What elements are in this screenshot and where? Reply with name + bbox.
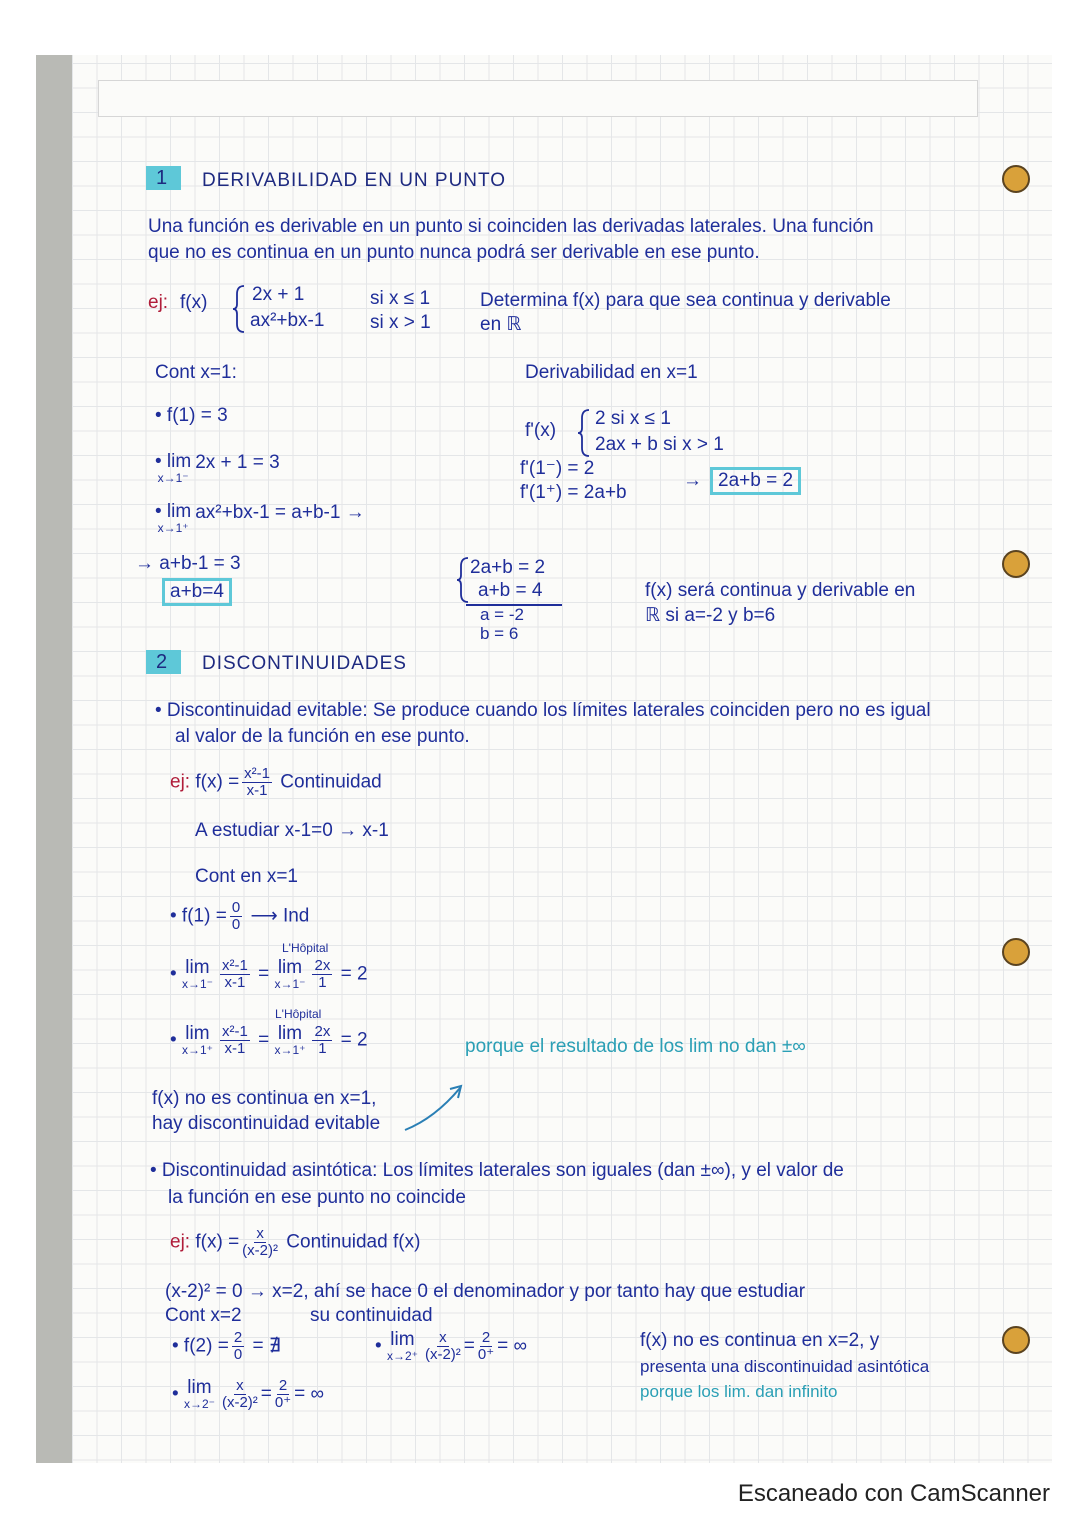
lim-group — [274, 1024, 305, 1057]
fx: f(x) = — [195, 1231, 240, 1253]
lim: lim — [185, 957, 210, 978]
arrow: → — [683, 470, 702, 491]
example-label: ej: — [148, 292, 169, 313]
math-line: f'(1⁻) = 2 — [520, 458, 595, 479]
section-number: 1 — [146, 166, 181, 190]
conclusion: f(x) será continua y derivable en — [645, 580, 916, 601]
math-line: (x-2)² = 0 → x=2, ahí se hace 0 el denominador y por tanto hay que estudiar — [165, 1281, 806, 1302]
lim: • lim — [155, 451, 192, 472]
fraction — [220, 1024, 250, 1057]
math-line — [172, 1330, 281, 1363]
fraction — [232, 1330, 244, 1363]
math-line: su continuidad — [310, 1305, 433, 1326]
numerator: x — [439, 1329, 447, 1346]
definition: al valor de la función en ese punto. — [175, 726, 470, 747]
example-label: ej: — [170, 771, 191, 793]
case-expr: 2x + 1 — [252, 284, 305, 305]
case-expr: ax²+bx-1 — [250, 310, 325, 331]
fraction — [425, 1330, 461, 1363]
lim-sub: x→2⁻ — [183, 1397, 215, 1411]
brace-icon — [577, 408, 591, 458]
math-line: Cont x=2 — [165, 1305, 242, 1326]
expr: • f(2) = — [172, 1335, 229, 1357]
label: Continuidad f(x) — [286, 1231, 421, 1253]
lim-group — [155, 452, 191, 485]
lim-sub: x→1⁻ — [157, 471, 189, 485]
numerator: x²-1 — [221, 957, 248, 974]
lim-sub: x→1⁺ — [157, 521, 189, 535]
lim: lim — [390, 1329, 415, 1350]
case-expr: 2ax + b si x > 1 — [595, 434, 724, 455]
denominator: 0 — [231, 916, 241, 933]
lim-group — [182, 1024, 213, 1057]
fraction — [242, 766, 272, 799]
boxed-result: 2a+b = 2 — [710, 467, 801, 495]
header-box — [98, 80, 978, 117]
math-line: Cont en x=1 — [195, 866, 298, 887]
result: = 2 — [340, 1029, 368, 1051]
annotation: L'Hôpital — [282, 941, 329, 955]
result: = ∞ — [497, 1335, 528, 1357]
system-result: b = 6 — [480, 624, 519, 643]
lim-sub: x→2⁺ — [386, 1349, 418, 1363]
scan-edge — [36, 55, 72, 1463]
paragraph-line: Una función es derivable en un punto si coinciden las derivadas laterales. Una función — [148, 216, 874, 237]
task-text: en ℝ — [480, 314, 522, 335]
expr: ax²+bx-1 = a+b-1 → — [195, 502, 365, 523]
section-title: DISCONTINUIDADES — [202, 653, 407, 674]
fraction — [275, 1378, 291, 1411]
binder-hole — [1002, 550, 1030, 578]
arrow-icon — [400, 1080, 470, 1135]
fx: f(x) = — [195, 771, 240, 793]
math-line: • f(1) = 3 — [155, 405, 228, 426]
definition: • Discontinuidad asintótica: Los límites laterales son iguales (dan ±∞), y el valor de — [150, 1160, 844, 1181]
brace-icon — [232, 284, 246, 334]
math-line: → a+b-1 = 3 — [135, 553, 241, 574]
numerator: x²-1 — [221, 1023, 248, 1040]
cont-title: Cont x=1: — [155, 362, 237, 383]
math-line: f'(1⁺) = 2a+b — [520, 482, 627, 503]
deriv-title: Derivabilidad en x=1 — [525, 362, 698, 383]
numerator: 2 — [278, 1377, 288, 1394]
denominator: 1 — [318, 1040, 327, 1057]
case-cond: si x ≤ 1 — [370, 288, 431, 309]
denominator: x-1 — [224, 974, 246, 991]
expr: = ∄ — [252, 1335, 281, 1357]
math-line — [170, 900, 309, 933]
label: Continuidad — [280, 771, 382, 793]
binder-hole — [1002, 1326, 1030, 1354]
expr: 2x + 1 = 3 — [195, 452, 280, 473]
denominator: 0⁺ — [274, 1394, 292, 1411]
conclusion: ℝ si a=-2 y b=6 — [645, 605, 776, 626]
lim-group — [274, 958, 305, 991]
numerator: 2x — [314, 1023, 331, 1040]
expr: ⟶ Ind — [250, 905, 310, 927]
numerator: x — [256, 1225, 264, 1242]
numerator: x — [236, 1377, 244, 1394]
fraction — [312, 1024, 332, 1057]
numerator: 2 — [481, 1329, 491, 1346]
limit-line: • lim x→1⁺ $\frac{\text{x²-1}}{x-1}$ = lim x→1⁺ $\frac{2x}{1}$ = 2 — [170, 1023, 368, 1057]
scanner-watermark: Escaneado con CamScanner — [737, 1480, 1050, 1507]
math-line: A estudiar x-1=0 → x-1 — [195, 820, 389, 841]
lim-group — [182, 958, 213, 991]
denominator: 0⁺ — [477, 1346, 495, 1363]
lim-group — [155, 502, 191, 535]
paragraph-line: que no es continua en un punto nunca podrá ser derivable en ese punto. — [148, 242, 760, 263]
conclusion: presenta una discontinuidad asintótica — [640, 1357, 930, 1376]
example-line — [170, 1226, 420, 1259]
fraction — [220, 958, 250, 991]
system-eq: 2a+b = 2 — [470, 557, 546, 578]
lim: lim — [185, 1023, 210, 1044]
definition: • Discontinuidad evitable: Se produce cuando los límites laterales coinciden pero no es igual — [155, 700, 931, 721]
brace-icon — [456, 556, 470, 604]
annotation: L'Hôpital — [275, 1007, 322, 1021]
lim-sub: x→1⁻ — [274, 977, 306, 991]
task-text: Determina f(x) para que sea continua y derivable — [480, 290, 891, 311]
definition: la función en ese punto no coincide — [168, 1187, 466, 1208]
note: porque el resultado de los lim no dan ±∞ — [465, 1036, 806, 1057]
case-expr: 2 si x ≤ 1 — [595, 408, 671, 429]
expr: • f(1) = — [170, 905, 227, 927]
conclusion: f(x) no es continua en x=1, — [152, 1088, 377, 1109]
conclusion: hay discontinuidad evitable — [152, 1113, 381, 1134]
result: = 2 — [340, 963, 368, 985]
limit-line: • lim x→2⁺ $\frac{x}{\text{(x-2)²}}$ = $\frac{2}{0^+}$ = ∞ — [375, 1329, 528, 1363]
section-title: DERIVABILIDAD EN UN PUNTO — [202, 170, 507, 191]
limit-line: • lim x→1⁻ $\frac{\text{x²-1}}{x-1}$ = lim x→1⁻ $\frac{2x}{1}$ = 2 — [170, 957, 368, 991]
lim: lim — [277, 1023, 303, 1044]
lim: • lim — [155, 501, 192, 522]
numerator: 2x — [314, 957, 331, 974]
denominator: 1 — [318, 974, 327, 991]
math-line — [155, 502, 365, 535]
lim-sub: x→1⁺ — [181, 1043, 213, 1057]
denominator: (x-2)² — [242, 1242, 278, 1259]
fraction — [478, 1330, 494, 1363]
numerator: 0 — [231, 899, 241, 916]
system-eq: a+b = 4 — [478, 580, 543, 601]
fraction — [222, 1378, 258, 1411]
system-result: a = -2 — [480, 605, 524, 624]
numerator: x²-1 — [244, 765, 271, 782]
eq: = — [258, 963, 270, 985]
lim-sub: x→1⁺ — [274, 1043, 306, 1057]
conclusion: f(x) no es continua en x=2, y — [640, 1330, 880, 1351]
result: = ∞ — [294, 1383, 325, 1405]
note: porque los lim. dan infinito — [640, 1382, 838, 1401]
denominator: 0 — [233, 1346, 243, 1363]
math-line — [155, 452, 280, 485]
lim: lim — [277, 957, 303, 978]
fraction — [230, 900, 242, 933]
case-cond: si x > 1 — [370, 312, 431, 333]
lim-group — [184, 1378, 215, 1411]
boxed-result: a+b=4 — [162, 578, 232, 606]
lim-sub: x→1⁻ — [181, 977, 213, 991]
fraction — [312, 958, 332, 991]
eq: = — [258, 1029, 270, 1051]
denominator: (x-2)² — [424, 1346, 461, 1363]
denominator: x-1 — [224, 1040, 246, 1057]
denominator: (x-2)² — [221, 1394, 258, 1411]
binder-hole — [1002, 165, 1030, 193]
section-number: 2 — [146, 650, 181, 674]
function-name: f(x) — [180, 292, 208, 313]
lim: lim — [187, 1377, 212, 1398]
fraction — [242, 1226, 278, 1259]
binder-hole — [1002, 938, 1030, 966]
numerator: 2 — [233, 1329, 243, 1346]
function-name: f'(x) — [525, 420, 557, 441]
limit-line: • lim x→2⁻ $\frac{x}{\text{(x-2)²}}$ = $\frac{2}{0^+}$ = ∞ — [172, 1377, 325, 1411]
denominator: x-1 — [246, 782, 268, 799]
lim-group — [387, 1330, 418, 1363]
example-label: ej: — [170, 1231, 191, 1253]
example-line — [170, 766, 382, 799]
